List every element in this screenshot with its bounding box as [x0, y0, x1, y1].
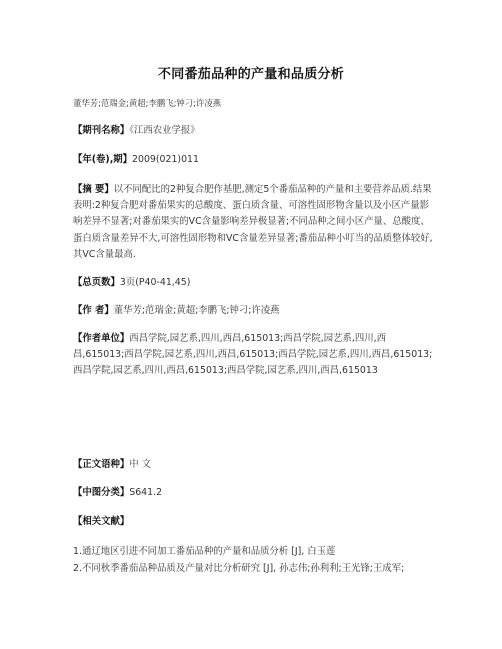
field-affiliation [73, 331, 433, 380]
reference-item[interactable]: 1.通辽地区引进不同加工番茄品种的产量和品质分析 [J], 白玉莲 [73, 546, 336, 557]
field-label: 【作 者】 [73, 305, 114, 316]
affiliation-value: 西昌学院,园艺系,四川,西昌,615013;西昌学院,园艺系,四川,西昌,615013;西昌学院,园艺系,四川,西昌,615013;西昌学院,园艺系,四川,西昌,615013;西昌学院,园艺系,四川,西昌,615013;西昌学院,园艺系,四川,西昌,615013 [73, 333, 433, 377]
year-vol-issue-value: 2009(021)011 [132, 154, 199, 165]
document-title: 不同番茄品种的产量和品质分析 [157, 67, 345, 82]
field-abstract [73, 182, 433, 263]
field-pages [73, 275, 433, 291]
journal-name: 《江西农业学报》 [129, 125, 200, 136]
field-label: 【摘 要】 [73, 184, 114, 195]
field-label: 【作者单位】 [73, 333, 130, 344]
field-label: 【正文语种】 [73, 459, 130, 470]
field-label: 【期刊名称】 [73, 125, 130, 136]
abstract-text: 以不同配比的2种复合肥作基肥,测定5个番茄品种的产量和主要营养品质.结果表明:2种复合肥对番茄果实的总酸度、蛋白质含量、可溶性固形物含量以及小区产量影响差异不显著;对番茄果实的VC含量影响差异极显著;不同品种之间小区产量、总酸度、蛋白质含量差异不大,可溶性固形物和VC含量差异显著;番茄品种小叮当的品质整体较好,其VC含量最高. [73, 184, 433, 260]
authors-value: 董华芳;范瑞金;黄超;李鹏飞;钟刁;许凌燕 [113, 305, 280, 316]
field-label: 【年(卷),期】 [73, 154, 133, 165]
reference-item[interactable]: 2.不同秋季番茄品种品质及产量对比分析研究 [J], 孙志伟;孙利利;王光锋;王成军; [73, 563, 405, 574]
pages-value: 3页(P40-41,45) [119, 277, 191, 288]
field-year-vol-issue [73, 152, 433, 168]
field-authors [73, 303, 433, 319]
field-related [73, 514, 433, 530]
field-journal [73, 123, 433, 139]
language-value: 中 文 [129, 459, 151, 470]
field-language [73, 457, 433, 473]
field-classification [73, 485, 433, 501]
field-label: 【中图分类】 [73, 487, 130, 498]
field-label: 【总页数】 [73, 277, 120, 288]
classification-value: S641.2 [129, 487, 163, 498]
authors-line: 董华芳;范瑞金;黄超;李鹏飞;钟刁;许凌燕 [73, 98, 222, 108]
related-heading: 【相关文献】 [73, 516, 130, 527]
